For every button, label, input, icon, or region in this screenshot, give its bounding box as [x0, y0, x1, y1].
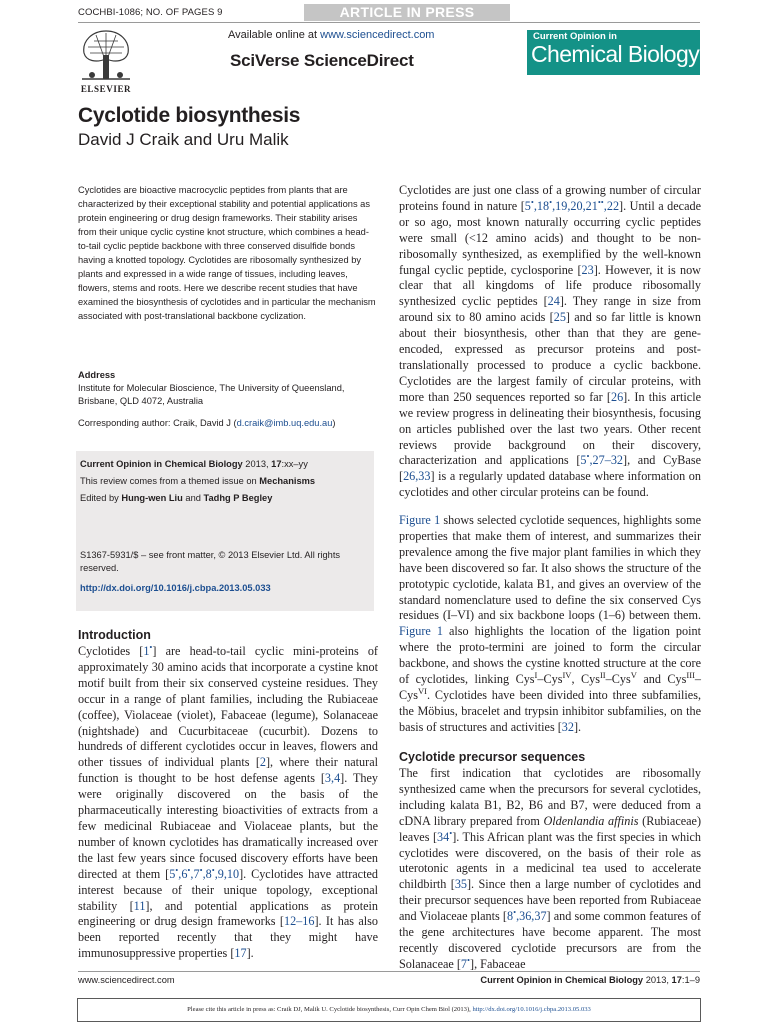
address-text: Institute for Molecular Bioscience, The University of Queensland, Brisbane, QLD 4072, Australia — [78, 383, 345, 406]
article-header-bar — [78, 6, 700, 23]
document-id: COCHBI-1086; NO. OF PAGES 9 — [78, 7, 223, 18]
copyright-notice: S1367-5931/$ – see front matter, © 2013 Elsevier Ltd. All rights reserved. — [80, 550, 341, 573]
body-paragraph: The first indication that cyclotides are ribosomally synthesized came when the precursors for several cyclotides, including kalata B1, B2, B6 and B7, were deduced from a cDNA library prepared from Oldenlandia affinis (Rubiaceae) leaves [34•]. This African plant was the first species in which cyclotides were discovered, on the basis of their role as uterotonic agents in a medicinal tea used to accelerate childbirth [35]. Since then a large number of cyclotides and their precursor sequences have been reported from Rubiaceae and Violaceae plants [8•,36,37] and some common features of the gene architectures have become apparent. The most recently discovered cyclotide precursors are from the Solanaceae [7•], Fabaceae — [399, 766, 702, 971]
journal-citation-pages: :xx–yy — [281, 459, 308, 469]
article-info-box — [76, 451, 374, 611]
editor-name: Hung-wen Liu — [121, 493, 183, 503]
address-heading: Address — [78, 370, 116, 380]
themed-issue-topic: Mechanisms — [259, 476, 316, 486]
journal-citation-volume: 17 — [271, 459, 282, 469]
footer-pages: :1–9 — [681, 975, 700, 985]
citation-notice-text: Please cite this article in press as: Craik DJ, Malik U. Cyclotide biosynthesis, Curr Opin Chem Biol (2013), — [187, 1006, 473, 1013]
doi-link[interactable]: http://dx.doi.org/10.1016/j.cbpa.2013.05.033 — [80, 583, 271, 593]
themed-issue-label: This review comes from a themed issue on — [80, 476, 260, 486]
corresponding-close: ) — [332, 418, 336, 428]
journal-name-small: Current Opinion in — [533, 31, 617, 42]
editor-and: and — [182, 493, 204, 503]
footer-divider — [78, 971, 700, 972]
precursor-sequences-heading: Cyclotide precursor sequences — [399, 750, 586, 764]
corresponding-author — [78, 418, 376, 428]
footer-volume: 17 — [671, 975, 682, 985]
article-in-press-banner: ARTICLE IN PRESS — [304, 4, 510, 21]
footer-year: 2013, — [643, 975, 672, 985]
themed-issue-line — [80, 476, 315, 486]
introduction-heading: Introduction — [78, 628, 151, 642]
sciverse-sciencedirect-logo: SciVerse ScienceDirect — [230, 51, 414, 70]
citation-doi-link[interactable]: http://dx.doi.org/10.1016/j.cbpa.2013.05.033 — [472, 1006, 591, 1013]
editor-name: Tadhg P Begley — [203, 493, 273, 503]
footer-journal-citation — [478, 975, 700, 985]
corresponding-email-link[interactable]: d.craik@imb.uq.edu.au — [236, 418, 333, 428]
available-online-line — [228, 29, 434, 41]
article-authors: David J Craik and Uru Malik — [78, 130, 289, 149]
edited-by-label: Edited by — [80, 493, 122, 503]
journal-citation-year: 2013, — [242, 459, 272, 469]
journal-banner — [527, 30, 700, 75]
introduction-body: Cyclotides [1•] are head-to-tail cyclic mini-proteins of approximately 30 amino acids that incorporate a cystine knot motif built from their six conserved cysteine residues. They occur in a range of plant families, including the Rubiaceae (coffee), Violaceae (violet), Fabaceae (legume), Solanaceae (nightshade) and Cucurbitaceae (cucurbit). Dozens to hundreds of different cyclotides occur in leaves, flowers and other tissues of individual plants [2], where their natural function is thought to be host defense agents [3,4]. They were originally discovered on the basis of the pharmaceutically interesting bioactivities of extracts from a few medicinal Rubiaceae and Violaceae plants, but the number of known cyclotides has dramatically increased over the last few years since focused discovery efforts have been directed at them [5•,6•,7•,8•,9,10]. Cyclotides have attracted interest because of their unique topology, exceptional stability [11], and potential applications as protein engineering or drug design frameworks [12–16]. It has also been reported recently that they might have immunosuppressive properties [17]. — [78, 641, 379, 961]
journal-citation-name: Current Opinion in Chemical Biology — [80, 459, 243, 469]
footer-website: www.sciencedirect.com — [78, 975, 175, 985]
footer-journal-name: Current Opinion in Chemical Biology — [480, 975, 644, 985]
abstract-text: Cyclotides are bioactive macrocyclic peptides from plants that are characterized by their exceptional stability and potential applications as protein engineering or drug design frameworks. Their stability arises from their unique cyclic cystine knot structure, which combines a head-to-tail cyclic peptide backbone with three conserved disulfide bonds having a knotted topology. Cyclotides are ribosomally synthesized by plants and expressed in a wide range of tissues, including leaves, flowers, stems and roots. Here we describe recent studies that have examined the biosynthesis of cyclotides and in particular the mechanism associated with post-translational backbone cyclization. — [78, 185, 376, 321]
citation-notice-box — [77, 998, 701, 1022]
journal-name-large: Chemical Biology — [531, 41, 700, 67]
body-paragraph: Figure 1 shows selected cyclotide sequences, highlights some properties that make them of interest, and summarizes their prevalence among the five major plant families in which they have been discovered so far. It also shows the structure of the prototypic cyclotide, kalata B1, and gives an overview of the standard nomenclature used to define the six conserved Cys residues (I–VI) and six backbone loops (1–6) between them. Figure 1 also highlights the location of the ligation point where the proto-termini are joined to form the circular backbone, and shows the cystine knotted structure at the core of cyclotides, linking Cys$^I$–Cys$^{IV}$, Cys$^{II}$–Cys$^V$ and Cys$^{III}$–Cys$^{VI}$. Cyclotides have been divided into three subfamilies, the Möbius, bracelet and trypsin inhibitor subfamilies, on the basis of structures and activities [32]. — [399, 513, 702, 734]
sciencedirect-link[interactable]: www.sciencedirect.com — [320, 29, 435, 41]
available-label: Available online at — [228, 29, 321, 41]
body-paragraph: Cyclotides are just one class of a growing number of circular proteins found in nature [5•,18•,19,20,21••,22]. Until a decade or so ago, most known naturally occurring cyclic peptides were small (<12 amino acids) and thought to be non-ribosomally synthesized, as exemplified by the well-known fungal cyclic peptide, cyclosporine [23]. However, it is now clear that all kingdoms of life produce ribosomally synthesized cyclic peptides [24]. They range in size from around six to 80 amino acids [25] and so far little is known about their biosynthesis, other than that they are gene-encoded, expressed as precursor proteins and post-translationally processed to produce a cyclic backbone. Cyclotides are the largest family of circular proteins, with more than 250 sequences reported so far [26]. In this article we review progress in delineating their biosynthesis, focusing on articles published over the last two years. Other recent reviews provide background on their discovery, characterization and applications [5•,27–32], and CyBase [26,33] is a regularly updated database where information on cyclotides and other circular proteins can be found. — [399, 183, 701, 500]
elsevier-logo-text: ELSEVIER — [80, 84, 132, 94]
corresponding-label: Corresponding author: Craik, David J ( — [78, 418, 237, 428]
elsevier-tree-logo-icon — [78, 27, 134, 83]
journal-citation — [80, 459, 308, 469]
edited-by-line — [80, 493, 272, 503]
article-title: Cyclotide biosynthesis — [78, 104, 301, 127]
